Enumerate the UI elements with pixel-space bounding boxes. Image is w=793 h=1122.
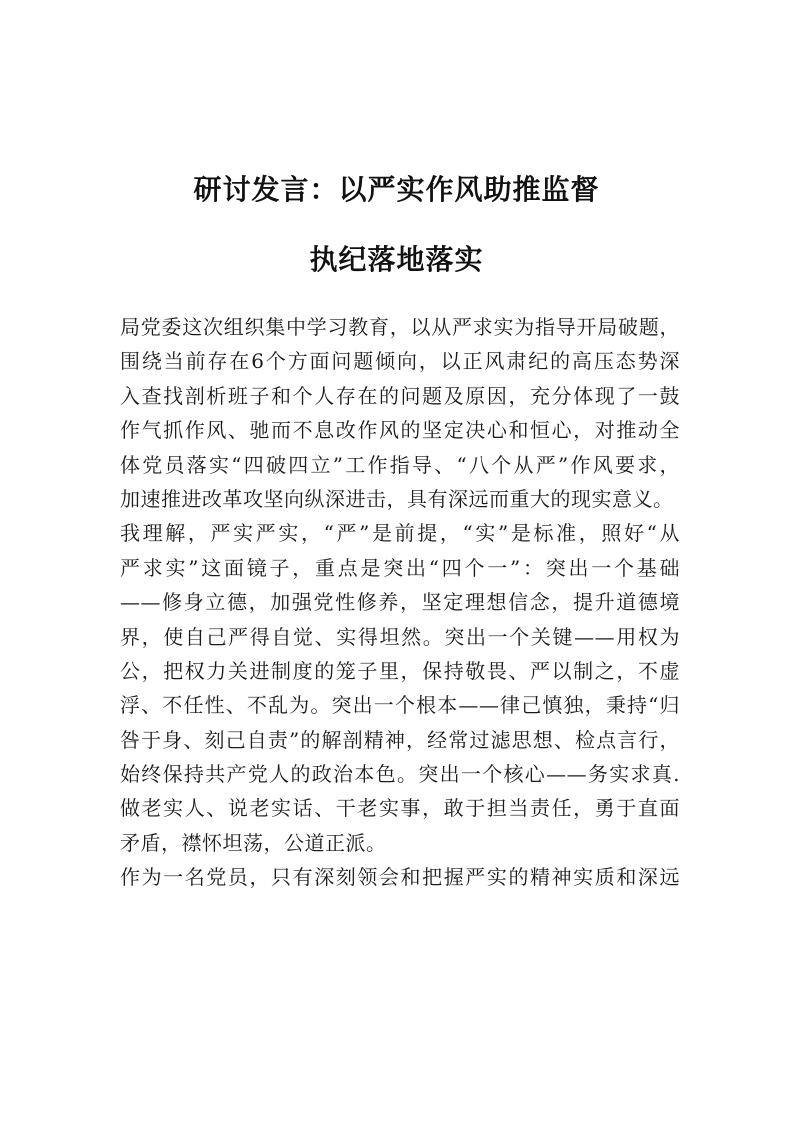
body-text-line: 局党委这次组织集中学习教育，以从严求实为指导开局破题，: [120, 315, 680, 339]
body-text-line: 加速推进改革攻坚向纵深进击，具有深远而重大的现实意义。: [120, 486, 674, 511]
body-text-line: 入查找剖析班子和个人存在的问题及原因，充分体现了一鼓: [120, 383, 680, 408]
body-text-line: 严求实”这面镜子，重点是突出“四个一”：突出一个基础: [120, 555, 680, 580]
body-text-line: 公，把权力关进制度的笼子里，保持敬畏、严以制之，不虚: [120, 658, 680, 683]
body-text-line: ——修身立德，加强党性修养，坚定理想信念，提升道德境: [120, 590, 680, 615]
document-title-line-1: 研讨发言：以严实作风助推监督: [193, 173, 600, 206]
body-text-line: 做老实人、说老实话、干老实事，敢于担当责任，勇于直面: [120, 796, 680, 821]
body-text-line: 界，使自己严得自觉、实得坦然。突出一个关键——用权为: [120, 624, 680, 649]
body-text-line: 体党员落实“四破四立”工作指导、“八个从严”作风要求，: [120, 452, 680, 477]
body-text-line: 咎于身、刻己自责”的解剖精神，经常过滤思想、检点言行，: [120, 727, 680, 752]
body-text-line: 作为一名党员，只有深刻领会和把握严实的精神实质和深远: [120, 865, 680, 890]
body-text-line: 始终保持共产党人的政治本色。突出一个核心——务实求真.: [120, 762, 680, 787]
body-text-line: 我理解，严实严实，“严”是前提，“实”是标准，照好“从: [120, 521, 680, 546]
body-text-line: 浮、不任性、不乱为。突出一个根本——律己慎独，秉持“归: [120, 693, 680, 718]
body-text-line: 矛盾，襟怀坦荡，公道正派。: [120, 830, 387, 855]
body-text-line: 作气抓作风、驰而不息改作风的坚定决心和恒心，对推动全: [120, 418, 680, 443]
document-body: [120, 310, 680, 895]
document-title-line-2: 执纪落地落实: [309, 243, 484, 276]
body-text-line: 围绕当前存在6个方面问题倾向，以正风肃纪的高压态势深: [120, 349, 680, 374]
